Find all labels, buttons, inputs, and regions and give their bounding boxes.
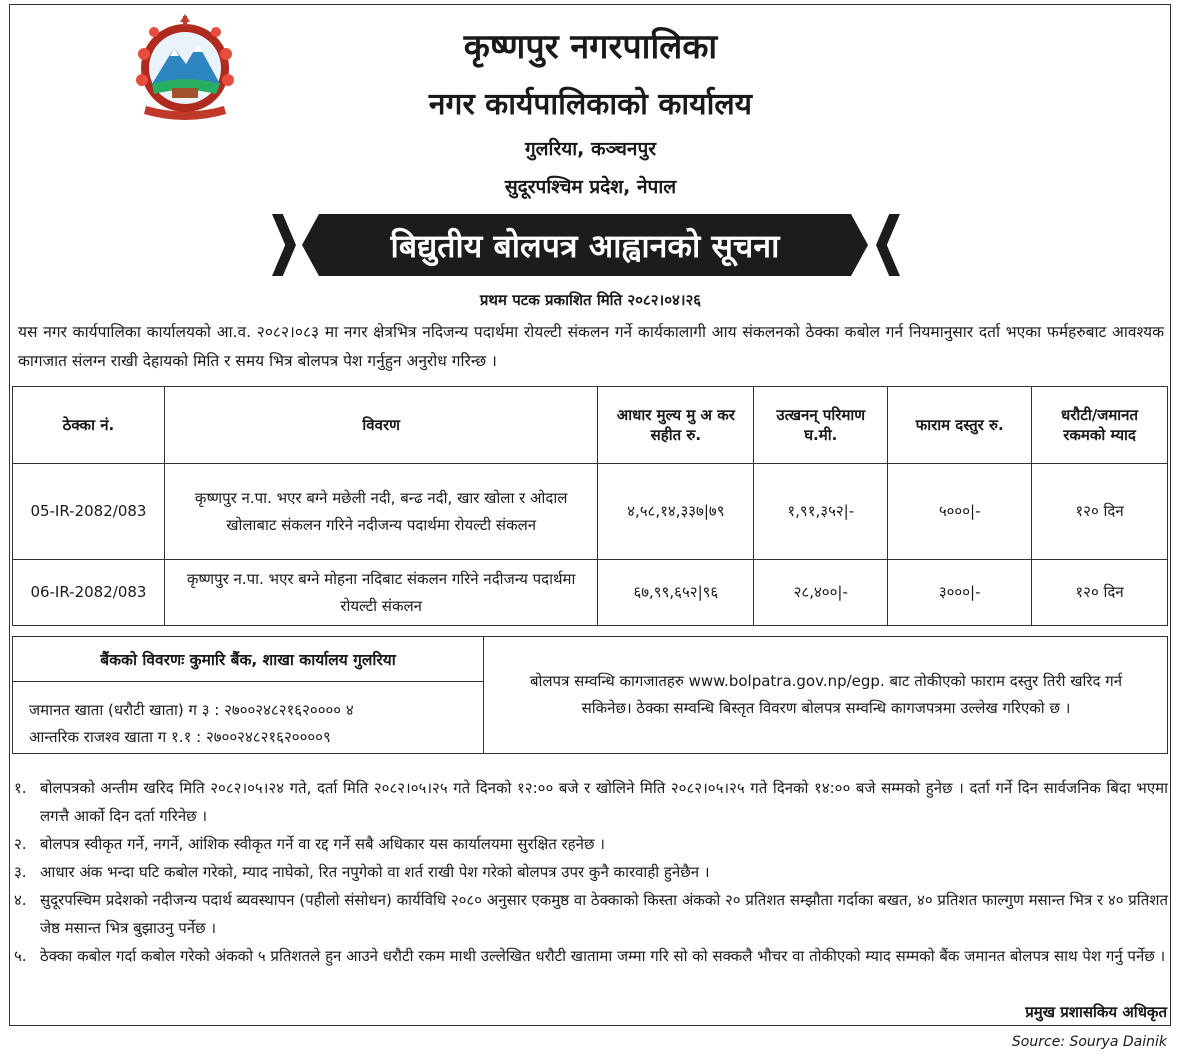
header-contract-no: ठेक्का नं. bbox=[13, 387, 165, 464]
validity: १२० दिन bbox=[1032, 560, 1168, 626]
list-item bbox=[14, 858, 1168, 886]
intro-paragraph: यस नगर कार्यपालिका कार्यालयको आ.व. २०८२।०८३ मा नगर क्षेत्रभित्र नदिजन्य पदार्थमा रोयल्टी संकलन गर्ने कार्यकालागी आय संकलनको ठेक्का कबोल गर्न नियमानुसार दर्ता भएका फर्महरुबाट आवश्यक कागजात संलग्न राखी देहायको मिति र समय भित्र बोलपत्र पेश गर्नुहुन अनुरोध गरिन्छ । bbox=[18, 323, 1164, 370]
validity: १२० दिन bbox=[1032, 464, 1168, 560]
bid-document-info: बोलपत्र सम्वन्धि कागजातहरु www.bolpatra.gov.np/egp. बाट तोकीएको फाराम दस्तुर तिरी खरिद गर्न सकिनेछ। ठेक्का सम्वन्धि बिस्तृत विवरण बोलपत्र सम्वन्धि कागजपत्रमा उल्लेख गरिएको छ । bbox=[529, 672, 1123, 717]
item-text: ठेक्का कबोल गर्दा कबोल गरेको अंकको ५ प्रतिशतले हुन आउने धरौटी रकम माथी उल्लेखित धरौटी खातामा जम्मा गरि सो को सक्कलै भौचर वा तोकीएको म्याद सम्मको बैंक जमानत बोलपत्र साथ पेश गर्नु पर्नेछ । bbox=[40, 947, 1166, 965]
description: कृष्णपुर न.पा. भएर बग्ने मोहना नदिबाट संकलन गरिने नदीजन्य पदार्थमा रोयल्टी संकलन bbox=[164, 560, 597, 626]
source-credit: Source: Sourya Dainik bbox=[1011, 1034, 1167, 1050]
tender-table bbox=[12, 386, 1168, 626]
item-number: ३. bbox=[14, 863, 27, 881]
municipality-name: कृष्णपुर नगरपालिका bbox=[463, 27, 718, 67]
header-validity: धरौटी/जमानत रकमको म्याद bbox=[1032, 387, 1168, 464]
bank-details-box bbox=[12, 636, 1168, 754]
list-item bbox=[14, 774, 1168, 830]
item-text: बोलपत्रको अन्तीम खरिद मिति २०८२।०५।२४ गते, दर्ता मिति २०८२।०५।२५ गते दिनको १२:०० बजे र खोलिने मिति २०८२।०५।२५ गते दिनको १४:०० बजे सम्मको हुनेछ । दर्ता गर्ने दिन सार्वजनिक बिदा भएमा लगत्तै आर्को दिन दर्ता गरिनेछ । bbox=[40, 779, 1168, 825]
contract-no: 06-IR-2082/083 bbox=[13, 560, 165, 626]
form-fee: ५०००|- bbox=[888, 464, 1032, 560]
bank-account-panel bbox=[13, 637, 484, 753]
list-item bbox=[14, 886, 1168, 942]
description: कृष्णपुर न.पा. भएर बग्ने मछेली नदी, बन्ढ नदी, खार खोला र ओदाल खोलाबाट संकलन गरिने नदीजन्य पदार्थमा रोयल्टी संकलन bbox=[164, 464, 597, 560]
header-base-price: आधार मुल्य मु अ कर सहीत रु. bbox=[598, 387, 754, 464]
revenue-account: आन्तरिक राजश्व खाता ग १.१ : २७००२४८२१६२००००९ bbox=[29, 728, 331, 746]
base-price: ६७,९९,६५२|९६ bbox=[598, 560, 754, 626]
bank-title: बैंकको विवरणः कुमारि बैंक, शाखा कार्यालय गुलरिया bbox=[13, 637, 483, 682]
header-quantity: उत्खनन् परिमाण घ.मी. bbox=[754, 387, 888, 464]
published-date: प्रथम पटक प्रकाशित मिति २०८२।०४।२६ bbox=[479, 291, 702, 309]
item-text: आधार अंक भन्दा घटि कबोल गरेको, म्याद नाघेको, रित नपुगेको वा शर्त राखी पेश गरेको बोलपत्र उपर कुनै कारवाही हुनेछैन । bbox=[40, 863, 710, 881]
item-number: ५. bbox=[14, 947, 27, 965]
location: गुलरिया, कञ्चनपुर bbox=[524, 138, 657, 160]
form-fee: ३०००|- bbox=[888, 560, 1032, 626]
base-price: ४,५८,१४,३३७|७९ bbox=[598, 464, 754, 560]
table-row bbox=[13, 464, 1168, 560]
item-number: १. bbox=[14, 779, 27, 797]
table-header-row bbox=[13, 387, 1168, 464]
quantity: २८,४००|- bbox=[754, 560, 888, 626]
item-text: बोलपत्र स्वीकृत गर्ने, नगर्ने, आंशिक स्वीकृत गर्ने वा रद्द गर्ने सबै अधिकार यस कार्यालयमा सुरक्षित रहनेछ । bbox=[40, 835, 605, 853]
header-form-fee: फाराम दस्तुर रु. bbox=[888, 387, 1032, 464]
bank-accounts bbox=[29, 697, 354, 751]
list-item bbox=[14, 942, 1168, 970]
office-name: नगर कार्यपालिकाको कार्यालय bbox=[428, 87, 753, 122]
quantity: १,९१,३५२|- bbox=[754, 464, 888, 560]
list-item bbox=[14, 830, 1168, 858]
conditions-list bbox=[14, 774, 1168, 970]
table-row bbox=[13, 560, 1168, 626]
contract-no: 05-IR-2082/083 bbox=[13, 464, 165, 560]
signatory: प्रमुख प्रशासकिय अधिकृत bbox=[1025, 1003, 1167, 1021]
deposit-account: जमानत खाता (धरौटी खाता) ग ३ : २७००२४८२१६२०००० ४ bbox=[29, 701, 354, 719]
item-number: ४. bbox=[14, 891, 27, 909]
item-number: २. bbox=[14, 835, 27, 853]
header-description: विवरण bbox=[164, 387, 597, 464]
item-text: सुदूरपस्चिम प्रदेशको नदीजन्य पदार्थ ब्यवस्थापन (पहीलो संसोधन) कार्यविधि २०८० अनुसार एकमुष्ठ वा ठेक्काको किस्ता अंकको २० प्रतिशत सम्झौता गर्दाका बखत, ४० प्रतिशत फाल्गुण मसान्त भित्र र ४० प्रतिशत जेष्ठ मसान्त भित्र बुझाउनु पर्नेछ । bbox=[40, 891, 1168, 937]
province: सुदूरपश्चिम प्रदेश, नेपाल bbox=[504, 176, 677, 198]
notice-title: बिद्युतीय बोलपत्र आह्वानको सूचना bbox=[390, 226, 780, 265]
